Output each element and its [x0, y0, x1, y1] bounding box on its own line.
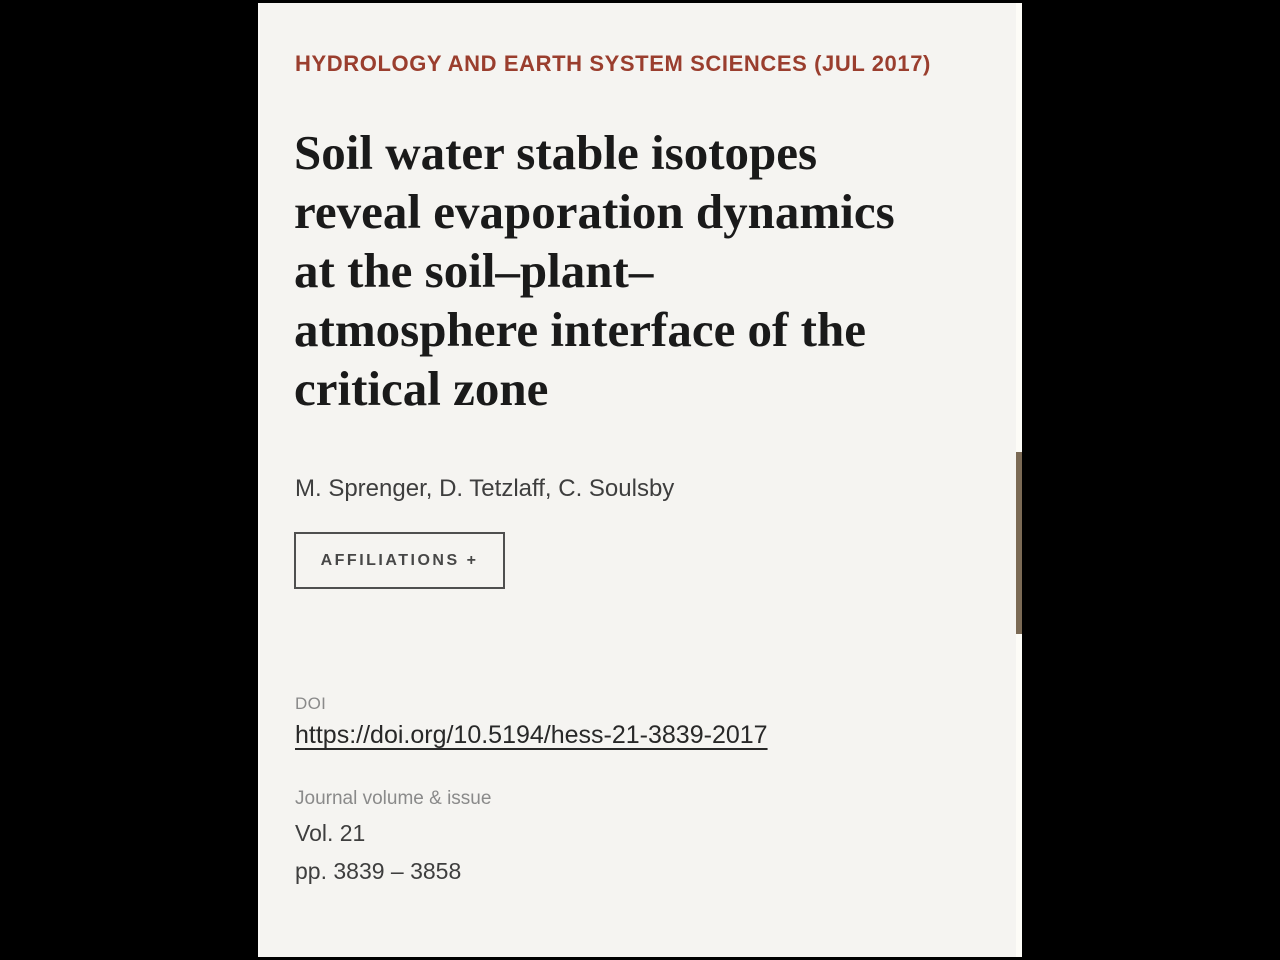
article-title-line: reveal evaporation dynamics: [294, 184, 895, 239]
scrollbar-track[interactable]: [1016, 3, 1022, 957]
author-list: M. Sprenger, D. Tetzlaff, C. Soulsby: [295, 475, 675, 502]
affiliations-expand-button[interactable]: AFFILIATIONS +: [294, 532, 505, 589]
doi-link[interactable]: https://doi.org/10.5194/hess-21-3839-2017: [295, 721, 768, 749]
article-panel: [258, 3, 1022, 957]
article-title-line: at the soil–plant–: [294, 243, 654, 298]
letterbox-left: [0, 0, 258, 960]
letterbox-right: [1022, 0, 1280, 960]
article-title-line: Soil water stable isotopes: [294, 125, 818, 180]
article-title-line: atmosphere interface of the: [294, 302, 866, 357]
pages-value: pp. 3839 – 3858: [295, 858, 462, 884]
doi-label: DOI: [295, 694, 327, 713]
journal-volume-issue-label: Journal volume & issue: [295, 788, 492, 809]
article-title: [294, 123, 895, 418]
scrollbar-thumb[interactable]: [1016, 452, 1022, 634]
article-title-line: critical zone: [294, 361, 549, 416]
journal-name-header: HYDROLOGY AND EARTH SYSTEM SCIENCES (JUL 2017): [295, 51, 931, 76]
volume-value: Vol. 21: [295, 820, 366, 846]
